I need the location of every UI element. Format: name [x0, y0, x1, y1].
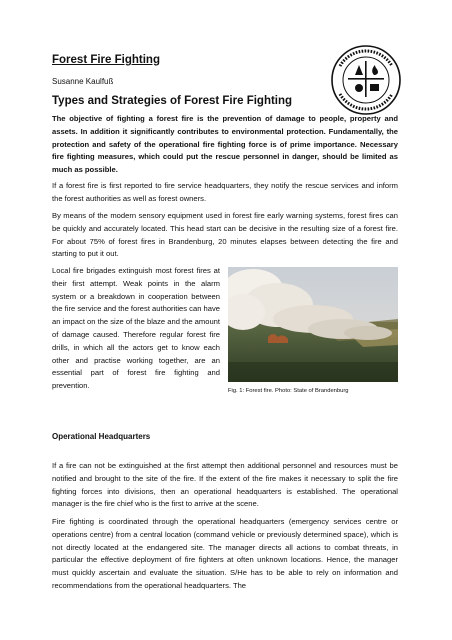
organization-seal-logo: [330, 44, 402, 116]
document-title: Forest Fire Fighting: [52, 54, 160, 66]
author-name: Susanne Kaulfuß: [52, 77, 114, 86]
section-heading-operational-headquarters: Operational Headquarters: [52, 432, 151, 441]
forest-fire-photo: [228, 267, 398, 382]
paragraph: If a fire can not be extinguished at the first attempt then additional personnel and resources must be notified and brought to the site of the fire. If the extent of the fire makes it necessary to split the fire fighting forces into divisions, then an operational headquarters is established. The operational manager is the fire chief who is the first to arrive at the scene.: [52, 461, 398, 509]
photo-caption: Fig. 1: Forest fire. Photo: State of Brandenburg: [228, 388, 349, 394]
paragraph-beside-photo: Local fire brigades extinguish most forest fires at their first attempt. Weak points in the alarm system or a breakdown in cooperation between the fire service and the forest authorities can have an impact on the size of the blaze and the amount of damage caused. Therefore regular forest fire drills, in which all the actors get to know each other and practise working together, are an essential part of forest fire fighting and prevention.: [52, 266, 221, 391]
paragraph: If a forest fire is first reported to fire service headquarters, they notify the rescue services and inform the forest authorities as well as forest owners.: [52, 181, 398, 203]
paragraph: By means of the modern sensory equipment used in forest fire early warning systems, forest fires can be quickly and accurately located. This head start can be decisive in the resulting size of a forest fire. For about 75% of forest fires in Brandenburg, 20 minutes elapses between detecting the fire and starting to put it out.: [52, 211, 398, 259]
intro-paragraph: The objective of fighting a forest fire is the prevention of damage to people, property and assets. In addition it significantly contributes to environmental protection. Fundamentally, the protection and safety of the operational fire fighting force is of prime importance. Necessary fire fighting measures, which could put the rescue personnel in danger, should be limited as much as possible.: [52, 114, 398, 175]
paragraph: Fire fighting is coordinated through the operational headquarters (emergency services centre or operations centre) from a central location (command vehicle or previously determined space), which is not directly located at the endangered site. The manager directs all actions to combat threats, in particular the effective deployment of fire fighters at often unknown locations. Hence, the manager must quickly ascertain and evaluate the situation. S/He has to be able to rely on information and recommendations from the operational headquarters. The: [52, 517, 398, 590]
section-heading-types: Types and Strategies of Forest Fire Fighting: [52, 95, 293, 107]
